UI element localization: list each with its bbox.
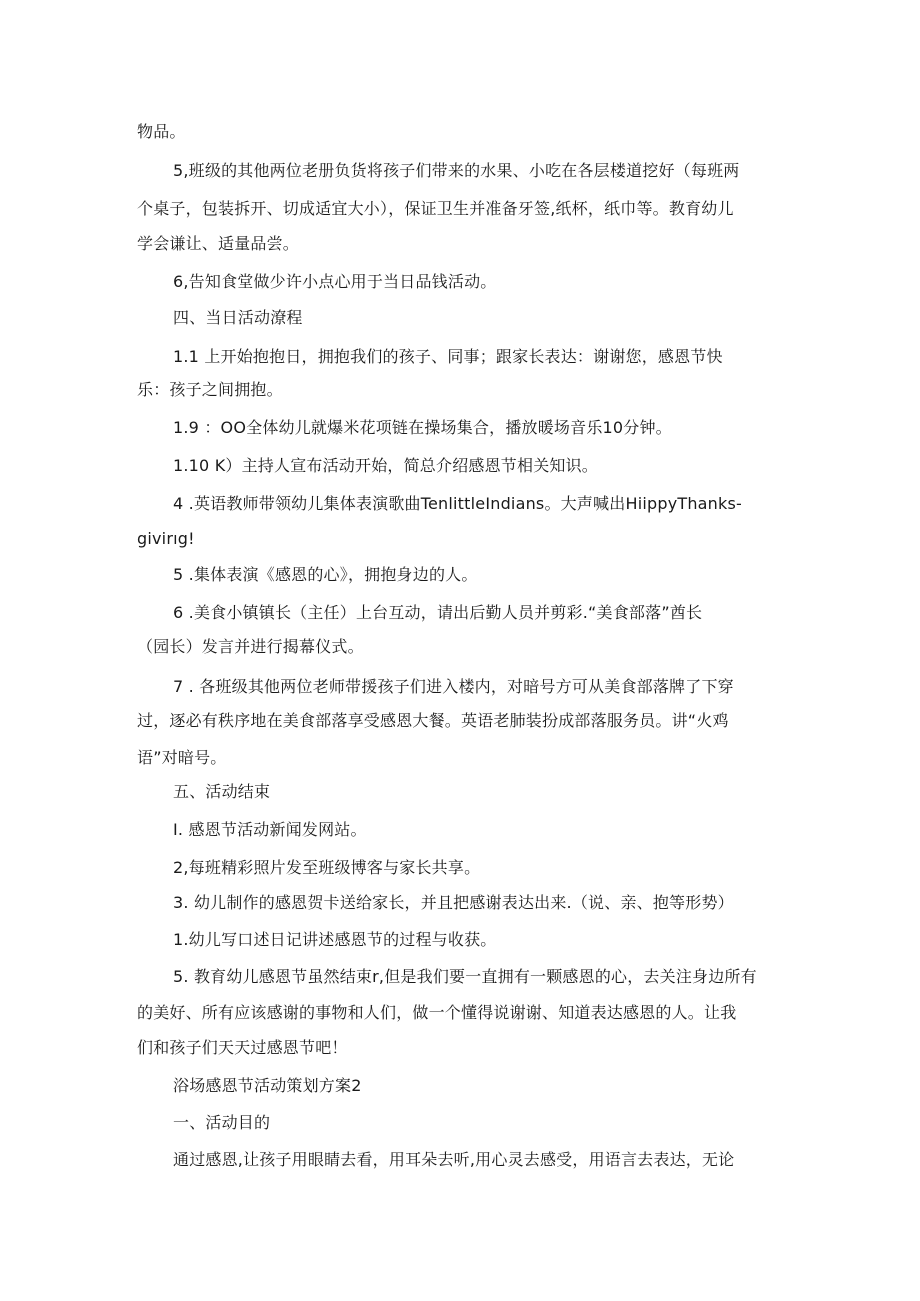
text-line: 7 . 各班级其他两位老师带援孩子们进入楼内，对暗号方可从美食部落牌了下穿	[173, 677, 734, 696]
text-line: 6,告知食堂做少许小点心用于当日品钱活动。	[173, 272, 497, 291]
text-line: 通过感恩,让孩子用眼睛去看，用耳朵去听,用心灵去感受，用语言去表达，无论	[173, 1150, 735, 1169]
section-heading: 四、当日活动潦程	[173, 308, 303, 327]
text-line: 乐：孩子之间拥抱。	[137, 380, 283, 399]
text-line: I. 感恩节活动新闻发网站。	[173, 820, 367, 839]
section-heading: 五、活动结束	[173, 782, 271, 801]
text-line: 1.9 ：OO全体幼儿就爆米花项链在操场集合，播放暖场音乐10分钟。	[173, 418, 672, 437]
text-line: 4 .英语教师带领幼儿集体表演歌曲TenlittleIndians。大声喊出HiippyThanks-	[173, 494, 742, 513]
text-line: 学会谦让、适量品尝。	[137, 234, 300, 253]
text-line: 物品。	[137, 122, 186, 141]
text-line: 2,每班精彩照片发至班级博客与家长共享。	[173, 858, 481, 877]
text-line: 5,班级的其他两位老册负货将孩子们带来的水果、小吃在各层楼道挖好（每班两	[173, 161, 740, 180]
text-line: 1.1 上开始抱抱日，拥抱我们的孩子、同事；跟家长表达：谢谢您，感恩节快	[173, 347, 723, 366]
text-line: 3. 幼儿制作的感恩贺卡送给家长，并且把感谢表达出来.（说、亲、抱等形势）	[173, 893, 734, 912]
section-heading: 一、活动目的	[173, 1113, 271, 1132]
text-line: givirıg!	[137, 529, 195, 548]
text-line: 过，逐必有秩序地在美食部落享受感恩大餐。英语老肺装扮成部落服务员。讲“火鸡	[137, 711, 729, 730]
text-line: 的美好、所有应该感谢的事物和人们，做一个懂得说谢谢、知道表达感恩的人。让我	[137, 1003, 737, 1022]
text-line: 个桌子，包装拆开、切成适宜大小），保证卫生并准备牙签,纸杯，纸巾等。教育幼儿	[137, 199, 734, 218]
text-line: 语”对暗号。	[137, 748, 227, 767]
text-line: 们和孩子们天天过感恩节吧！	[137, 1038, 348, 1057]
text-line: 1.幼儿写口述日记讲述感恩节的过程与收获。	[173, 930, 497, 949]
text-line: 6 .美食小镇镇长（主任）上台互动，请出后勤人员并剪彩.“美食部落”酋长	[173, 603, 703, 622]
text-line: 1.10 K）主持人宣布活动开始，简总介绍感恩节相关知识。	[173, 456, 599, 475]
document-title: 浴场感恩节活动策划方案2	[173, 1076, 362, 1095]
text-line: （园长）发言并进行揭幕仪式。	[137, 637, 364, 656]
text-line: 5 .集体表演《感恩的心》，拥抱身边的人。	[173, 565, 478, 584]
text-line: 5. 教育幼儿感恩节虽然结束r,但是我们要一直拥有一颗感恩的心，去关注身边所有	[173, 967, 757, 986]
